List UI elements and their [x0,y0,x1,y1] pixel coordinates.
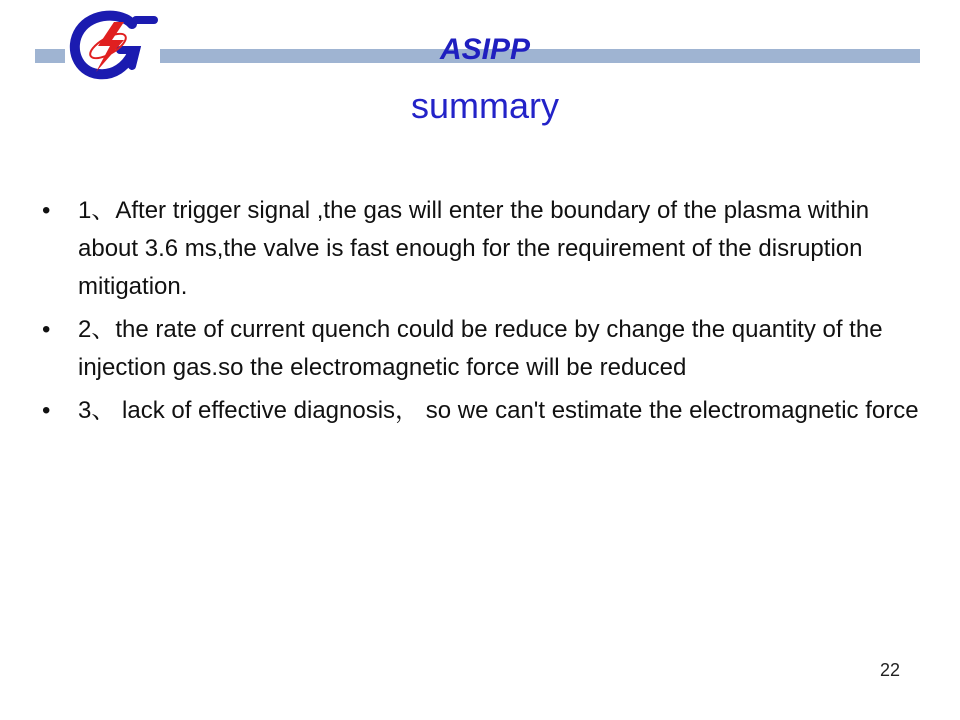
bullet-dot-icon: • [42,397,51,424]
bullet-text: 3、 lack of effective diagnosis， so we can't estimate the electromagnetic force [78,397,919,424]
bullet-dot-icon: • [42,197,51,224]
bullet-list [40,192,920,435]
page-number: 22 [879,660,900,680]
bullet-text: 2、the rate of current quench could be reduce by change the quantity of the injection gas.so the electromagnetic force will be reduced [78,316,883,381]
bullet-text: 1、After trigger signal ,the gas will enter the boundary of the plasma within about 3.6 ms,the valve is fast enough for the requirement of the disruption mitigation. [78,197,870,300]
org-name: ASIPP [439,33,531,66]
slide-title: summary [410,85,559,126]
bullet-item [40,392,920,430]
bullet-item [40,192,920,306]
bullet-dot-icon: • [42,316,51,343]
bullet-item [40,311,920,387]
